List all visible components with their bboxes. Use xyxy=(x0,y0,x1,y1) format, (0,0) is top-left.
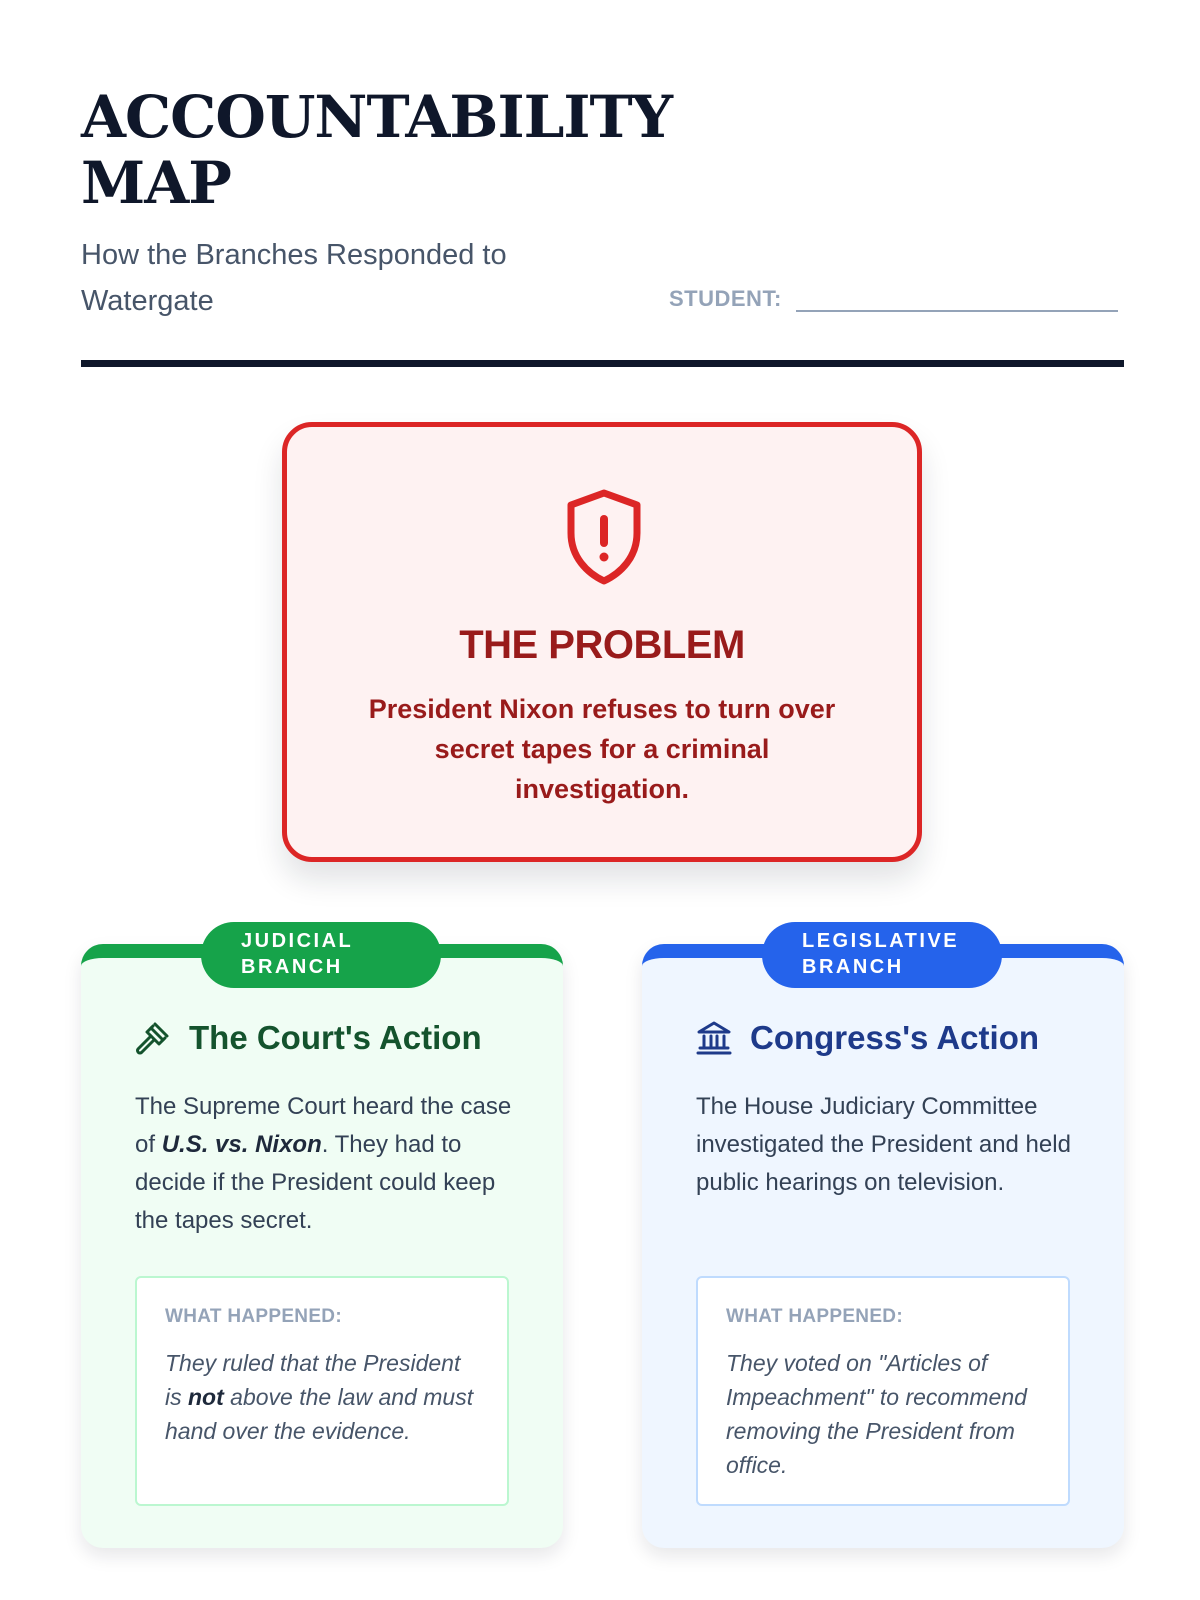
case-name: U.S. vs. Nixon xyxy=(161,1131,322,1158)
landmark-icon xyxy=(694,1018,734,1058)
page-subtitle: How the Branches Responded to Watergate xyxy=(81,239,507,317)
legislative-card-title: Congress's Action xyxy=(750,1019,1040,1056)
what-happened-text xyxy=(165,1346,479,1448)
badge-line: BRANCH xyxy=(241,956,343,978)
problem-text: President Nixon refuses to turn over secret tapes for a criminal investigation. xyxy=(368,694,836,804)
judicial-branch-card xyxy=(81,930,563,1548)
gavel-icon xyxy=(133,1018,173,1058)
badge-line: BRANCH xyxy=(802,956,904,978)
legislative-branch-card xyxy=(642,930,1124,1548)
shield-alert-icon xyxy=(561,487,647,587)
body-text: The Supreme Court heard the case of xyxy=(135,1093,512,1158)
badge-line: LEGISLATIVE xyxy=(802,930,960,952)
judicial-card-body xyxy=(135,1088,515,1240)
legislative-card-body: The House Judiciary Committee investigated the President and held public hearings on television. xyxy=(696,1093,1071,1196)
happened-text-part: above the law and must hand over the evidence. xyxy=(165,1384,474,1444)
badge-line: JUDICIAL xyxy=(241,930,354,952)
happened-text-part: They ruled that the President is xyxy=(165,1350,461,1410)
worksheet-header xyxy=(81,84,1124,324)
student-label: STUDENT: xyxy=(669,286,782,311)
happened-emphasis: not xyxy=(188,1384,224,1410)
page-title: ACCOUNTABILITY MAP xyxy=(81,83,673,217)
student-name-row xyxy=(669,284,1118,312)
judicial-what-happened-box xyxy=(135,1276,509,1506)
judicial-card-header xyxy=(133,1018,482,1058)
student-name-line[interactable] xyxy=(796,284,1118,312)
what-happened-text: They voted on "Articles of Impeachment" to recommend removing the President from office. xyxy=(726,1350,1027,1478)
header-divider xyxy=(81,360,1124,367)
what-happened-label: WHAT HAPPENED: xyxy=(726,1306,903,1327)
problem-box xyxy=(282,422,922,862)
legislative-branch-badge xyxy=(762,922,1002,988)
body-text: . They had to decide if the President could keep the tapes secret. xyxy=(135,1131,496,1234)
problem-title: THE PROBLEM xyxy=(459,623,745,667)
legislative-what-happened-box xyxy=(696,1276,1070,1506)
judicial-branch-badge xyxy=(201,922,441,988)
judicial-card-title: The Court's Action xyxy=(189,1019,482,1056)
what-happened-label: WHAT HAPPENED: xyxy=(165,1306,342,1327)
legislative-card-header xyxy=(694,1018,1039,1058)
